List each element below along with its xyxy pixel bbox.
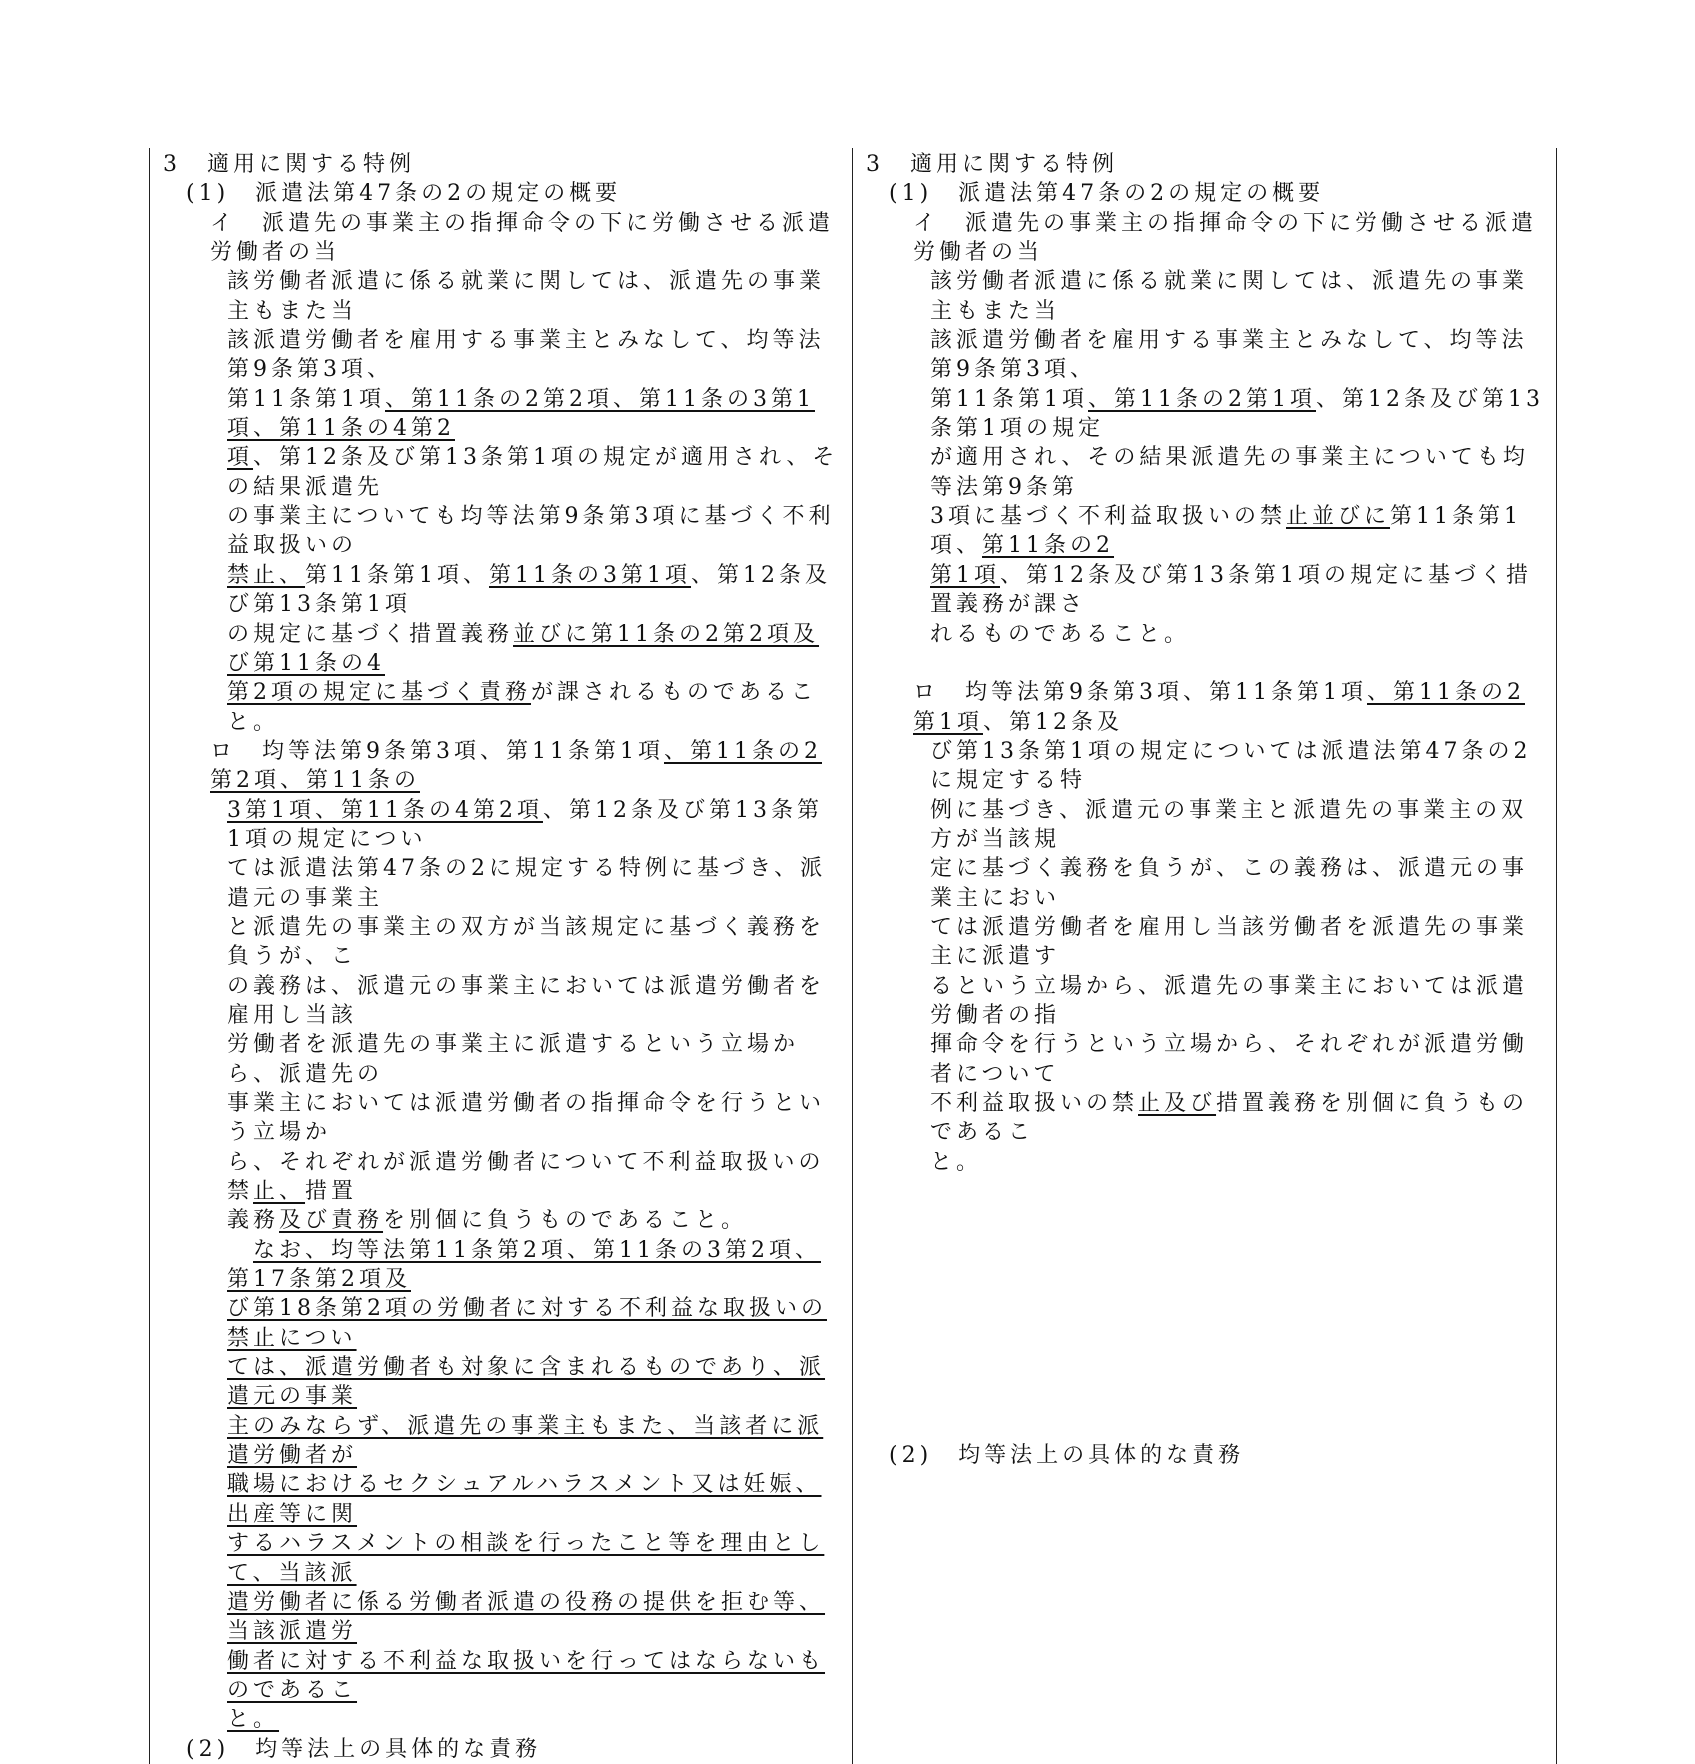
blank-line: [853, 1265, 1544, 1294]
text-line: [150, 1470, 840, 1529]
text-line: [150, 678, 840, 737]
text-line: [150, 1148, 840, 1207]
text-line: [853, 737, 1544, 796]
text-line: [853, 796, 1544, 855]
text-line: [150, 1353, 840, 1412]
text-segment: 定に基づく義務を負うが、この義務は、派遣元の事業主におい: [930, 856, 1529, 911]
text-line: [853, 620, 1544, 649]
section-heading: [853, 150, 1544, 179]
text-line: [150, 326, 840, 385]
text-line: [150, 854, 840, 913]
text-segment: 、第12条及: [983, 709, 1123, 735]
text-segment: (2) 均等法上の具体的な責務: [889, 1443, 1245, 1469]
text-segment: ロ 均等法第9条第3項、第11条第1項: [913, 680, 1367, 706]
text-segment: 事業主においては派遣労働者の指揮命令を行うという立場か: [227, 1091, 826, 1146]
text-line: [150, 1647, 840, 1706]
text-segment: 第11条第1項、: [930, 504, 1523, 559]
text-segment: が適用され、その結果派遣先の事業主についても均等法第9条第: [930, 445, 1529, 500]
text-segment: 、第12条及び第13条第1項の規定: [930, 386, 1544, 442]
blank-line: [853, 1412, 1544, 1441]
text-segment: 労働者を派遣先の事業主に派遣するという立場から、派遣先の: [227, 1032, 800, 1087]
underlined-change: 第1項: [930, 562, 1000, 588]
text-line: [150, 1294, 840, 1353]
text-line: [853, 267, 1544, 326]
text-segment: (2) 均等法上の具体的な責務: [186, 1736, 542, 1762]
text-segment: イ 派遣先の事業主の指揮命令の下に労働させる派遣労働者の当: [210, 210, 835, 266]
underlined-change: 、第11条の2第2項、第11条の3第1項、第11条の4第2: [227, 386, 815, 442]
text-segment: 3項に基づく不利益取扱いの禁: [930, 504, 1286, 530]
text-line: [150, 561, 840, 620]
text-line: [853, 502, 1544, 561]
text-line: [150, 620, 840, 679]
text-segment: 該派遣労働者を雇用する事業主とみなして、均等法第9条第3項、: [227, 328, 825, 383]
text-line: [150, 1089, 840, 1148]
text-line: [150, 443, 840, 502]
text-segment: 、第12条及び第13条第1項の規定につい: [227, 797, 823, 852]
text-line: [853, 854, 1544, 913]
text-line: [853, 913, 1544, 972]
text-segment: ら、それぞれが派遣労働者について不利益取扱いの禁: [227, 1149, 825, 1205]
text-line: [853, 385, 1544, 444]
underlined-change: 、第11条の2第1項: [913, 680, 1525, 735]
comparison-table: [149, 148, 1557, 1764]
underlined-change: 項: [227, 445, 254, 471]
underlined-change: 及び責務: [279, 1208, 384, 1234]
blank-line: [853, 1294, 1544, 1323]
underlined-change: 主のみならず、派遣先の事業主もまた、当該者に派遣労働者が: [227, 1413, 824, 1469]
underlined-change: 3第1項、第11条の4第2項: [227, 797, 543, 823]
text-segment: 第11条第1項、: [305, 562, 490, 588]
text-line: [853, 443, 1544, 502]
blank-line: [853, 1236, 1544, 1265]
text-line: [150, 1030, 840, 1089]
text-line: [150, 1412, 840, 1471]
blank-line: [853, 1177, 1544, 1206]
text-segment: るという立場から、派遣先の事業主においては派遣労働者の指: [930, 973, 1529, 1028]
text-line: [150, 1236, 840, 1295]
text-line: [150, 1529, 840, 1588]
text-segment: と派遣先の事業主の双方が当該規定に基づく義務を負うが、こ: [227, 914, 826, 970]
text-segment: 該労働者派遣に係る就業に関しては、派遣先の事業主もまた当: [227, 269, 826, 324]
text-segment: 、第12条及び第13条第1項の規定に基づく措置義務が課さ: [930, 562, 1532, 618]
underlined-change: なお、均等法第11条第2項、第11条の3第2項、第17条第2項及: [227, 1237, 821, 1293]
text-line: [150, 1705, 840, 1734]
underlined-change: 第11条の2: [982, 533, 1115, 559]
text-segment: と。: [930, 1149, 983, 1175]
underlined-change: 止並びに: [1286, 504, 1391, 530]
text-segment: 、第12条及び第13条第1項の規定が適用され、その結果派遣先: [227, 445, 839, 500]
blank-line: [853, 1206, 1544, 1235]
text-line: [853, 678, 1544, 737]
blank-line: [853, 1353, 1544, 1382]
text-line: [853, 1148, 1544, 1177]
underlined-change: と。: [227, 1707, 280, 1733]
text-line: [150, 385, 840, 444]
text-line: [853, 1030, 1544, 1089]
text-line: [853, 1089, 1544, 1148]
underlined-change: 遣労働者に係る労働者派遣の役務の提供を拒む等、当該派遣労: [227, 1589, 826, 1645]
underlined-change: び第18条第2項の労働者に対する不利益な取扱いの禁止につい: [227, 1296, 827, 1351]
text-line: [150, 737, 840, 796]
text-line: [853, 561, 1544, 620]
text-segment: 例に基づき、派遣元の事業主と派遣先の事業主の双方が当該規: [930, 797, 1528, 852]
blank-line: [853, 1382, 1544, 1411]
blank-line: [853, 649, 1544, 678]
text-segment: イ 派遣先の事業主の指揮命令の下に労働させる派遣労働者の当: [913, 210, 1538, 266]
text-line: [150, 209, 840, 268]
text-segment: ては派遣法第47条の2に規定する特例に基づき、派遣元の事業主: [227, 856, 827, 911]
subsection-heading: [150, 179, 840, 208]
text-segment: 3 適用に関する特例: [163, 152, 415, 177]
text-segment: (1) 派遣法第47条の2の規定の概要: [186, 181, 622, 207]
text-segment: を別個に負うものであること。: [383, 1208, 748, 1234]
text-line: [853, 326, 1544, 385]
text-segment: の規定に基づく措置義務: [227, 621, 514, 647]
text-line: [150, 972, 840, 1031]
text-line: [853, 209, 1544, 268]
column-right-current: [853, 148, 1557, 1764]
text-line: [150, 1206, 840, 1235]
text-segment: 措置: [305, 1179, 358, 1205]
underlined-change: 、第11条の2第1項: [1088, 386, 1316, 412]
text-segment: 3 適用に関する特例: [866, 152, 1118, 177]
text-line: [853, 972, 1544, 1031]
underlined-change: 第2項の規定に基づく責務: [227, 680, 531, 706]
text-line: [150, 502, 840, 561]
underlined-change: 第11条の3第1項: [489, 562, 692, 588]
column-left-revised: [149, 148, 853, 1764]
text-segment: れるものであること。: [930, 621, 1191, 647]
subsection-heading: [853, 1441, 1544, 1470]
text-segment: 義務: [227, 1208, 280, 1234]
text-segment: 、第12条及び第13条第1項: [227, 562, 832, 618]
underlined-change: するハラスメントの相談を行ったこと等を理由として、当該派: [227, 1531, 825, 1586]
section-heading: [150, 150, 840, 179]
subsection-heading: [853, 179, 1544, 208]
underlined-change: 止、: [253, 1179, 306, 1205]
underlined-change: 、第11条の2第2項、第11条の: [210, 738, 822, 794]
text-segment: ては派遣労働者を雇用し当該労働者を派遣先の事業主に派遣す: [930, 914, 1529, 970]
underlined-change: 止及び: [1138, 1091, 1217, 1116]
underlined-change: 禁止、: [227, 562, 306, 588]
text-line: [150, 913, 840, 972]
text-segment: [227, 1238, 253, 1263]
text-segment: ロ 均等法第9条第3項、第11条第1項: [210, 738, 664, 764]
text-segment: 不利益取扱いの禁: [930, 1091, 1139, 1116]
text-segment: の事業主についても均等法第9条第3項に基づく不利益取扱いの: [227, 504, 835, 559]
text-segment: が課されるものであること。: [227, 680, 818, 735]
text-segment: 第11条第1項: [227, 386, 385, 412]
text-segment: 第11条第1項: [930, 386, 1088, 412]
text-segment: の義務は、派遣元の事業主においては派遣労働者を雇用し当該: [227, 973, 826, 1028]
text-segment: 該労働者派遣に係る就業に関しては、派遣先の事業主もまた当: [930, 269, 1529, 324]
underlined-change: 職場におけるセクシュアルハラスメント又は妊娠、出産等に関: [227, 1472, 822, 1527]
underlined-change: ては、派遣労働者も対象に含まれるものであり、派遣元の事業: [227, 1355, 826, 1410]
underlined-change: 並びに第11条の2第2項及び第11条の4: [227, 621, 820, 676]
text-line: [150, 1588, 840, 1647]
text-segment: び第13条第1項の規定については派遣法第47条の2に規定する特: [930, 738, 1532, 794]
text-segment: 揮命令を行うという立場から、それぞれが派遣労働者について: [930, 1032, 1529, 1087]
blank-line: [853, 1324, 1544, 1353]
underlined-change: 働者に対する不利益な取扱いを行ってはならないものであるこ: [227, 1648, 826, 1703]
text-line: [150, 796, 840, 855]
subsection-heading: [150, 1735, 840, 1764]
text-segment: (1) 派遣法第47条の2の規定の概要: [889, 181, 1325, 207]
text-segment: 措置義務を別個に負うものであるこ: [930, 1091, 1529, 1146]
text-line: [150, 267, 840, 326]
text-segment: 該派遣労働者を雇用する事業主とみなして、均等法第9条第3項、: [930, 328, 1528, 383]
